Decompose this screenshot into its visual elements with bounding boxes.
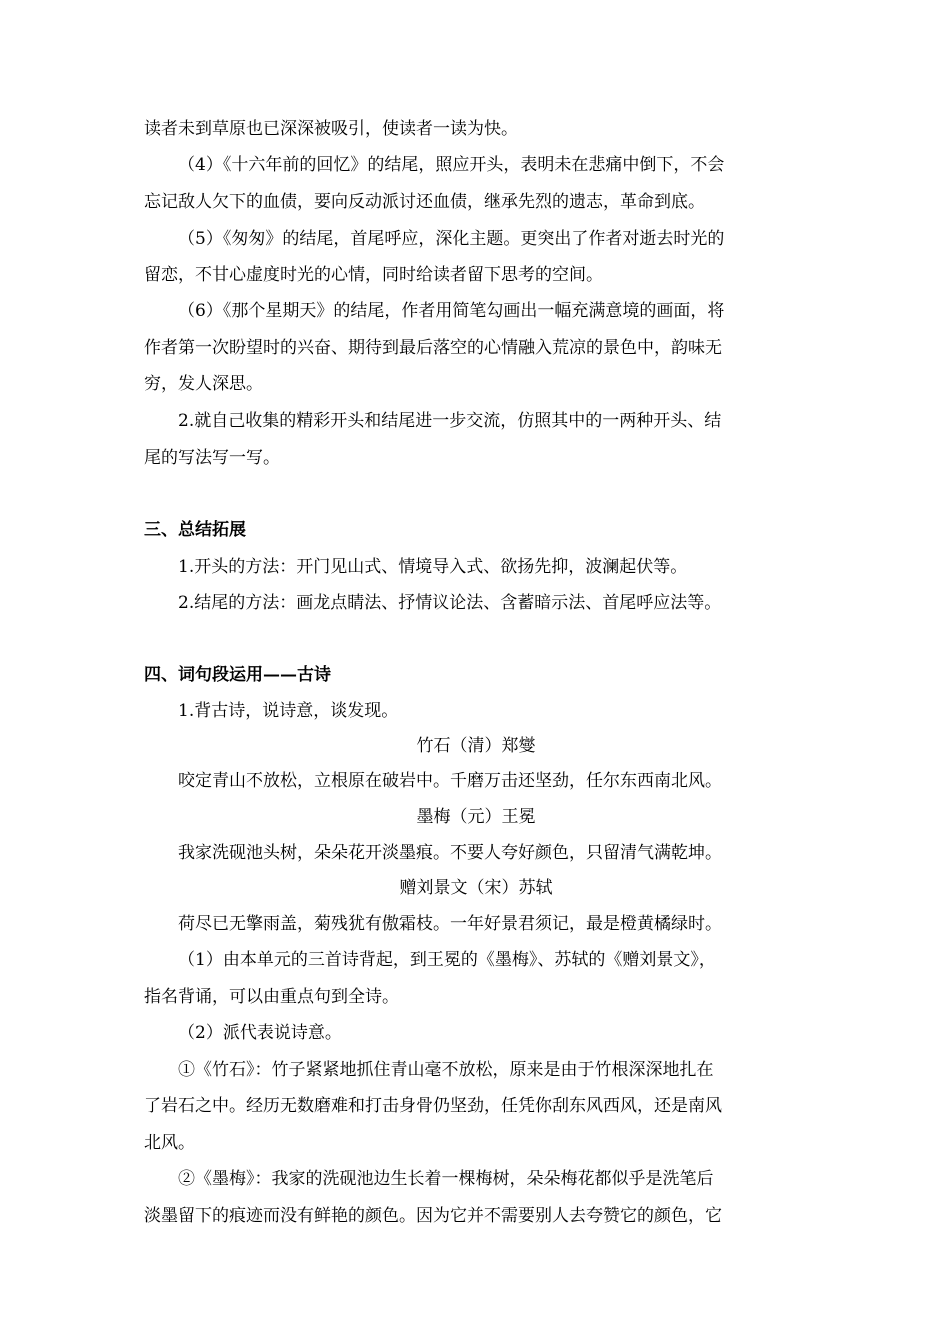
paragraph-line: 忘记敌人欠下的血债，要向反动派讨还血债，继承先烈的遗志，革命到底。 [144, 192, 705, 212]
paragraph-line: 尾的写法写一写。 [144, 448, 280, 468]
paragraph-line: 1.背古诗，说诗意，谈发现。 [178, 701, 399, 721]
paragraph-line: 1.开头的方法：开门见山式、情境导入式、欲扬先抑，波澜起伏等。 [178, 557, 688, 577]
paragraph-line: ②《墨梅》：我家的洗砚池边生长着一棵梅树，朵朵梅花都似乎是洗笔后 [178, 1169, 714, 1189]
paragraph-line: （2）派代表说诗意。 [178, 1023, 342, 1043]
paragraph-line: 淡墨留下的痕迹而没有鲜艳的颜色。因为它并不需要别人去夸赞它的颜色，它 [144, 1206, 722, 1226]
poem-title: 赠刘景文（宋）苏轼 [399, 878, 553, 898]
paragraph-line: 留恋，不甘心虚度时光的心情，同时给读者留下思考的空间。 [144, 265, 603, 285]
paragraph-line: 穷，发人深思。 [144, 374, 263, 394]
poem-title: 竹石（清）郑燮 [416, 736, 536, 756]
paragraph-line: 作者第一次盼望时的兴奋、期待到最后落空的心情融入荒凉的景色中，韵味无 [144, 338, 722, 358]
paragraph-line: （5）《匆匆》的结尾，首尾呼应，深化主题。更突出了作者对逝去时光的 [178, 229, 725, 249]
paragraph-line: 北风。 [144, 1133, 195, 1153]
section-heading: 三、总结拓展 [144, 520, 246, 540]
paragraph-line: ①《竹石》：竹子紧紧地抓住青山毫不放松，原来是由于竹根深深地扎在 [178, 1060, 714, 1080]
paragraph-line: 了岩石之中。经历无数磨难和打击身骨仍坚劲，任凭你刮东风西风，还是南风 [144, 1096, 722, 1116]
poem-text: 我家洗砚池头树，朵朵花开淡墨痕。不要人夸好颜色，只留清气满乾坤。 [178, 843, 722, 863]
section-heading: 四、词句段运用——古诗 [144, 665, 331, 685]
poem-text: 咬定青山不放松，立根原在破岩中。千磨万击还坚劲，任尔东西南北风。 [178, 771, 722, 791]
paragraph-line: 2.就自己收集的精彩开头和结尾进一步交流，仿照其中的一两种开头、结 [178, 411, 722, 431]
poem-text: 荷尽已无擎雨盖，菊残犹有傲霜枝。一年好景君须记，最是橙黄橘绿时。 [178, 914, 722, 934]
paragraph-line: 指名背诵，可以由重点句到全诗。 [144, 987, 399, 1007]
paragraph-line: （1）由本单元的三首诗背起，到王冕的《墨梅》、苏轼的《赠刘景文》， [178, 950, 716, 970]
paragraph-line: 2.结尾的方法：画龙点睛法、抒情议论法、含蓄暗示法、首尾呼应法等。 [178, 593, 722, 613]
paragraph-line: 读者未到草原也已深深被吸引，使读者一读为快。 [144, 119, 518, 139]
paragraph-line: （4）《十六年前的回忆》的结尾，照应开头，表明未在悲痛中倒下，不会 [178, 155, 725, 175]
poem-title: 墨梅（元）王冕 [416, 807, 536, 827]
paragraph-line: （6）《那个星期天》的结尾，作者用简笔勾画出一幅充满意境的画面，将 [178, 301, 725, 321]
